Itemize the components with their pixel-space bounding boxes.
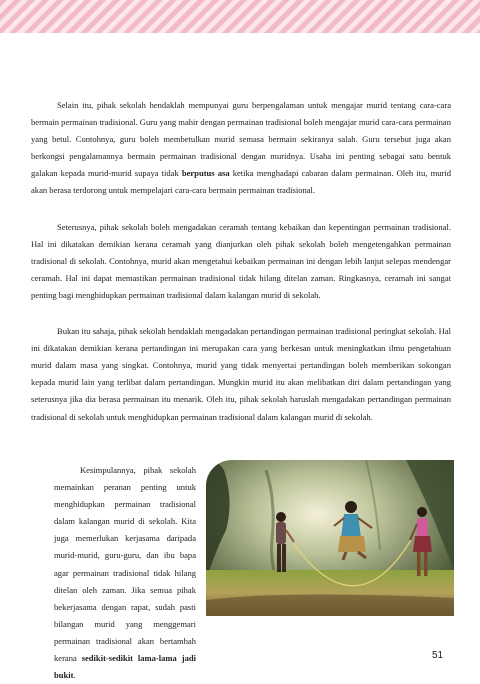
paragraph-1-bold-phrase: berputus asa [181, 168, 230, 179]
conclusion-bold-phrase: sedikit-sedikit lama-lama jadi bukit [54, 653, 196, 681]
decorative-top-band [0, 0, 480, 33]
children-skipping-rope-photo [206, 460, 454, 616]
conclusion-paragraph [54, 462, 196, 684]
paragraph-3: Bukan itu sahaja, pihak sekolah hendaklah mengadakan pertandingan permainan tradisional peringkat sekolah. Hal ini dikatakan demikian kerana pertandingan ini merupakan cara yang berkesan untuk meningkatkan ilmu pengetahuan murid dalam masa yang singkat. Contohnya, murid yang tidak menyertai pertandingan boleh memberikan sokongan kepada murid lain yang terlibat dalam pertandingan. Mungkin murid itu akan melibatkan diri dalam pertandingan yang seterusnya jika dia berasa permainan itu menarik. Oleh itu, pihak sekolah haruslah mengadakan pertandingan permainan tradisional di sekolah untuk menghidupkan permainan tradisional dalam kalangan murid di sekolah. [31, 326, 451, 422]
paragraph-1-text-b: ketika menghadapi cabaran dalam permainan. Oleh itu, murid akan berasa terdorong untuk mempelajari cara-cara bermain permainan tradisional. [31, 168, 451, 196]
conclusion-text-a: Kesimpulannya, pihak sekolah memainkan peranan penting untuk menghidupkan permainan tradisional dalam kalangan murid di sekolah. Kita juga memerlukan kerjasama daripada murid-murid, guru-guru, dan ibu bapa agar permainan tradisional tidak hilang ditelan oleh zaman. Jika semua pihak bekerjasama dengan rapat, sudah pasti bilangan murid yang menggemari permainan tradisional akan bertambah kerana [54, 465, 196, 664]
article-body [31, 97, 451, 445]
page-number: 51 [432, 650, 444, 661]
paragraph-1-text-a: Selain itu, pihak sekolah hendaklah mempunyai guru berpengalaman untuk mengajar murid tentang cara-cara bermain permainan tradisional. Guru yang mahir dengan permainan tradisional boleh mengajar murid cara-cara permainan yang betul. Contohnya, guru boleh membetulkan murid semasa bermain sekiranya salah. Guru tersebut juga akan berkongsi pengalamannya bermain permainan tradisional dengan muridnya. Usaha ini penting sebagai satu bentuk galakan kepada murid-murid supaya tidak [31, 100, 451, 179]
paragraph-2: Seterusnya, pihak sekolah boleh mengadakan ceramah tentang kebaikan dan kepentingan permainan tradisional. Hal ini dikatakan demikian kerana ceramah yang dianjurkan oleh pihak sekolah boleh mengetengahkan permainan tradisional di sekolah. Contohnya, murid akan mengetahui kebaikan permainan ini dengan lebih lanjut selepas mendengar ceramah. Hal ini dapat memastikan permainan tradisional tidak hilang ditelan zaman. Ringkasnya, ceramah ini sangat penting bagi menghidupkan permainan tradisional dalam kalangan murid di sekolah. [31, 221, 451, 300]
conclusion-text-b: . [73, 670, 76, 681]
paragraph-1 [31, 97, 451, 200]
